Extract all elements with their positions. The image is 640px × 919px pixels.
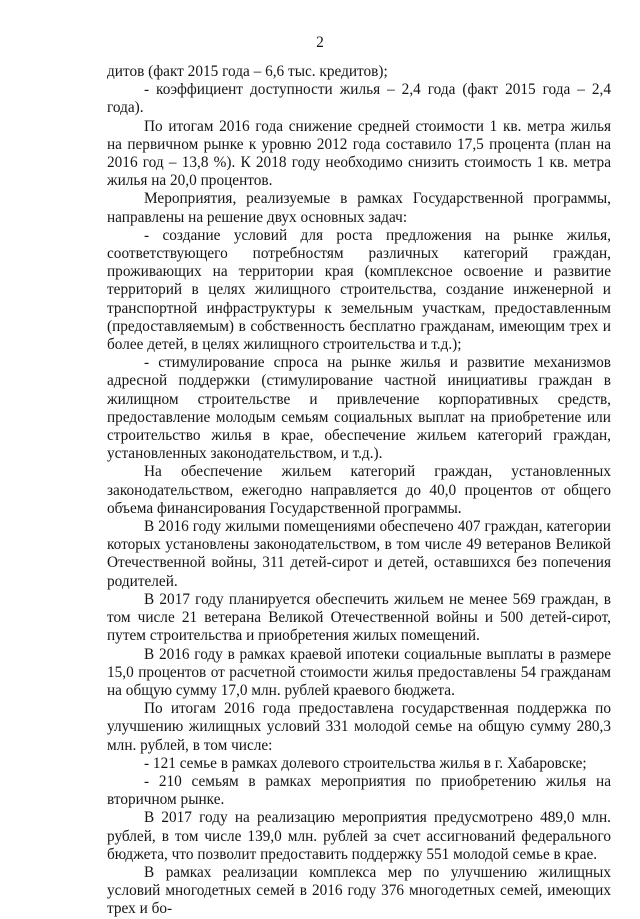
paragraph: дитов (факт 2015 года – 6,6 тыс. кредитов); [107,63,388,80]
document-body [107,63,611,919]
paragraph: В 2016 году жилыми помещениями обеспечено 407 граждан, категории которых установлены законодательством, в том числе 49 ветеранов Великой Отечественной войны, 311 детей-сирот и детей, оставшихся без попечения родителей. [107,518,611,590]
paragraph: - 121 семье в рамках долевого строительства жилья в г. Хабаровске; [144,754,587,772]
paragraph: - создание условий для роста предложения на рынке жилья, соответствующего потребностям различных категорий граждан, проживающих на территории края (комплексное освоение и развитие территорий в целях жилищного строительства, создание инженерной и транспортной инфраструктуры к земельным участкам, предоставленным (предоставляемым) в собственность бесплатно гражданам, имеющим трех и более детей, в целях жилищного строительства и т.д.); [107,226,611,354]
paragraph: - стимулирование спроса на рынке жилья и развитие механизмов адресной поддержки (стимулирование частной инициативы граждан в жилищном строительстве и привлечение корпоративных средств, предоставление молодым семьям социальных выплат на приобретение или строительство жилья в крае, обеспечение жильем категорий граждан, установленных законодательством, и т.д.). [107,354,611,463]
paragraph: На обеспечение жильем категорий граждан, установленных законодательством, ежегодно направляется до 40,0 процентов от общего объема финансирования Государственной программы. [107,463,611,517]
paragraph: В 2016 году в рамках краевой ипотеки социальные выплаты в размере 15,0 процентов от расчетной стоимости жилья предоставлены 54 гражданам на общую сумму 17,0 млн. рублей краевого бюджета. [107,645,611,699]
paragraph: - 210 семьям в рамках мероприятия по приобретению жилья на вторичном рынке. [107,772,611,809]
paragraph: В 2017 году планируется обеспечить жильем не менее 569 граждан, в том числе 21 ветерана Великой Отечественной войны и 500 детей-сирот, путем строительства и приобретения жилых помещений. [107,590,611,645]
paragraph: Мероприятия, реализуемые в рамках Государственной программы, направлены на решение двух основных задач: [107,190,611,226]
page-number: 2 [316,34,324,51]
paragraph: По итогам 2016 года предоставлена государственная поддержка по улучшению жилищных условий 331 молодой семье на общую сумму 280,3 млн. рублей, в том числе: [107,700,611,754]
paragraph: В рамках реализации комплекса мер по улучшению жилищных условий многодетных семей в 2016 году 376 многодетных семей, имеющих трех и бо- [107,863,611,918]
paragraph: - коэффициент доступности жилья – 2,4 года (факт 2015 года – 2,4 года). [107,81,611,117]
paragraph: В 2017 году на реализацию мероприятия предусмотрено 489,0 млн. рублей, в том числе 139,0 млн. рублей за счет ассигнований федерального бюджета, что позволит предоставить поддержку 551 молодой семье в крае. [107,809,611,863]
paragraph: По итогам 2016 года снижение средней стоимости 1 кв. метра жилья на первичном рынке к уровню 2012 года составило 17,5 процента (план на 2016 год – 13,8 %). К 2018 году необходимо снизить стоимость 1 кв. метра жилья на 20,0 процентов. [107,117,611,190]
